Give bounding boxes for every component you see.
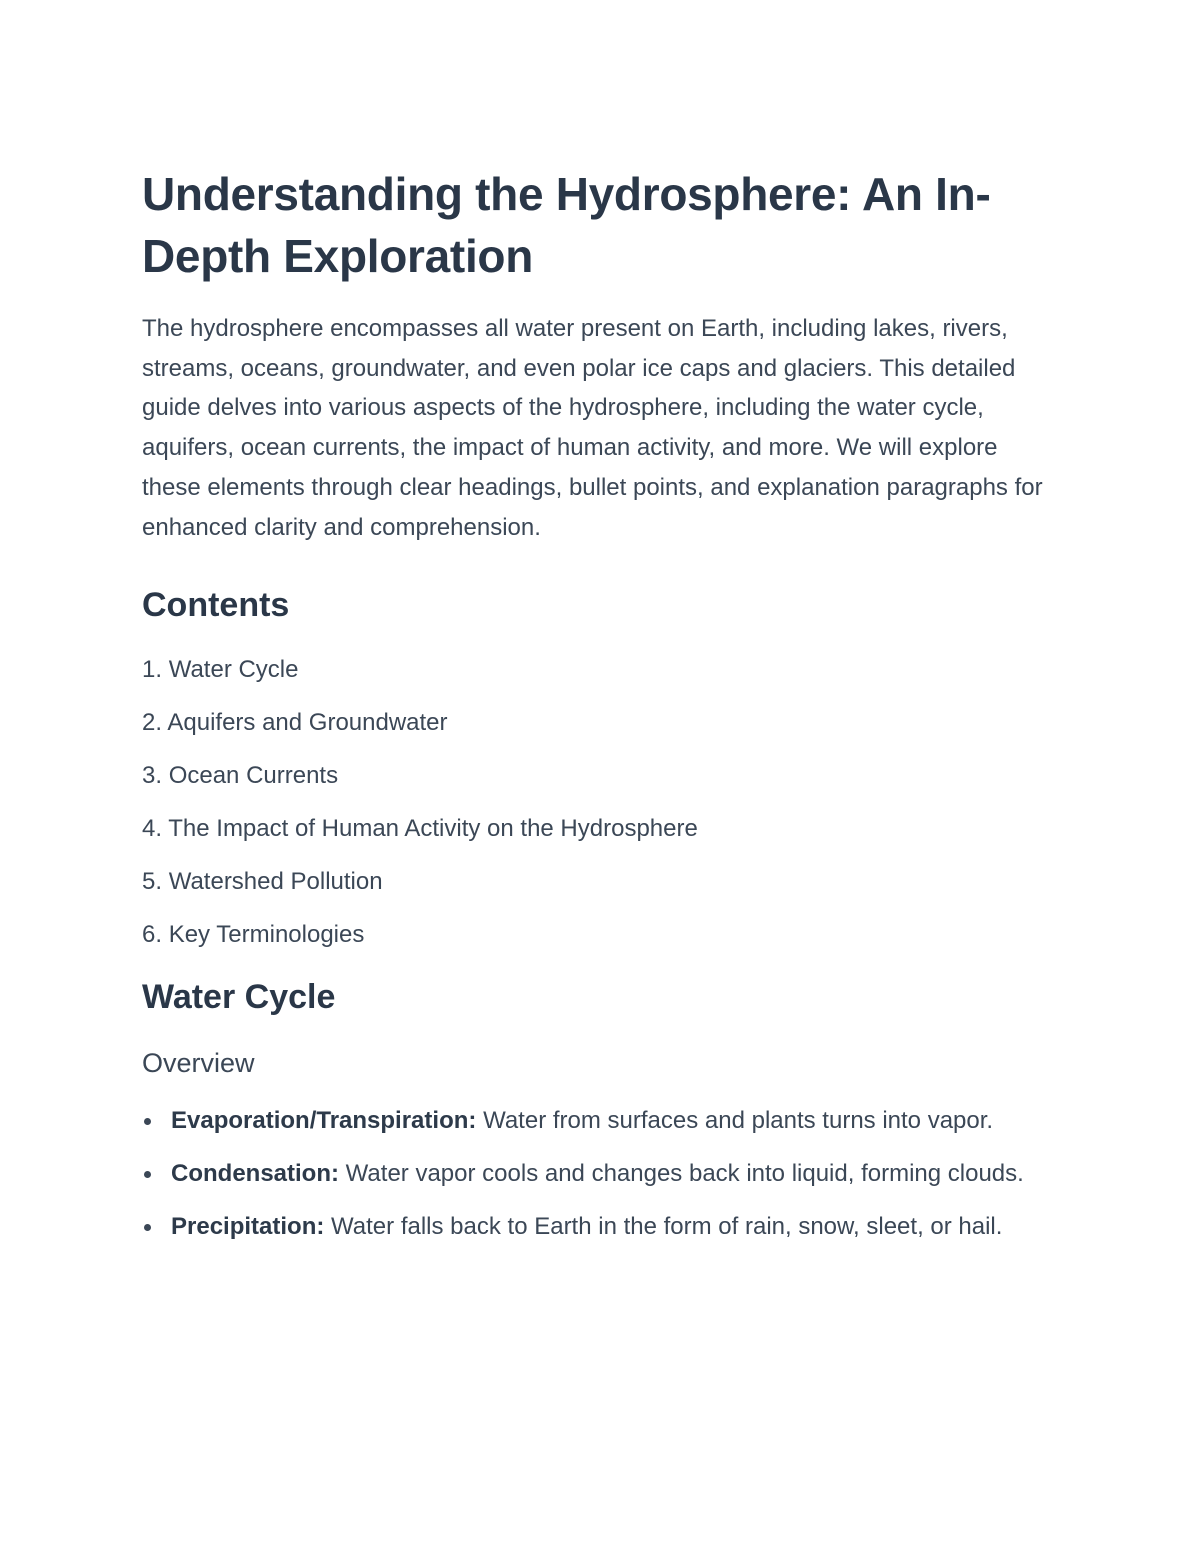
page-title: Understanding the Hydrosphere: An In-Depth Exploration [142,168,991,282]
toc-item-label: The Impact of Human Activity on the Hydrosphere [168,815,698,843]
bullet-text: Water vapor cools and changes back into liquid, forming clouds. [345,1160,1024,1188]
toc-item-number: 6. [142,921,163,949]
bullet-icon [144,1224,151,1231]
toc-item-number: 2. [142,709,163,737]
toc-item-number: 4. [142,815,163,843]
toc-item-label: Key Terminologies [168,921,365,949]
intro-paragraph: The hydrosphere encompasses all water present on Earth, including lakes, rivers, streams, oceans, groundwater, and even polar ice caps and glaciers. This detailed guide delves into various aspects of the hydrosphere, including the water cycle, aquifers, ocean currents, the impact of human activity, and more. We will explore these elements through clear headings, bullet points, and explanation paragraphs for enhanced clarity and comprehension. [142,315,1043,541]
toc-item-aquifers[interactable] [142,707,1060,739]
water-cycle-bullet-list [142,1101,1052,1247]
toc-item-watershed-pollution[interactable] [142,866,1060,898]
overview-subheading: Overview [142,1048,255,1079]
list-item [142,1207,1052,1247]
list-item [142,1101,1052,1141]
toc-item-number: 1. [142,656,163,684]
toc-item-number: 5. [142,868,163,896]
toc-item-human-impact[interactable] [142,813,1060,845]
toc-item-label: Ocean Currents [168,762,339,790]
list-item [142,1154,1052,1194]
toc-item-ocean-currents[interactable] [142,760,1060,792]
bullet-icon [144,1171,151,1178]
toc-item-number: 3. [142,762,163,790]
bullet-term: Evaporation/Transpiration: [171,1107,477,1135]
toc-item-label: Aquifers and Groundwater [167,709,448,737]
toc-item-key-terminologies[interactable] [142,919,1060,951]
table-of-contents [142,654,1060,951]
bullet-text: Water from surfaces and plants turns into vapor. [483,1107,994,1135]
bullet-icon [144,1118,151,1125]
water-cycle-heading: Water Cycle [142,978,336,1017]
toc-item-water-cycle[interactable] [142,654,1060,686]
toc-item-label: Water Cycle [168,656,299,684]
contents-heading: Contents [142,586,290,625]
toc-item-label: Watershed Pollution [168,868,383,896]
bullet-term: Precipitation: [171,1213,325,1241]
bullet-term: Condensation: [171,1160,339,1188]
bullet-text: Water falls back to Earth in the form of rain, snow, sleet, or hail. [331,1213,1003,1241]
